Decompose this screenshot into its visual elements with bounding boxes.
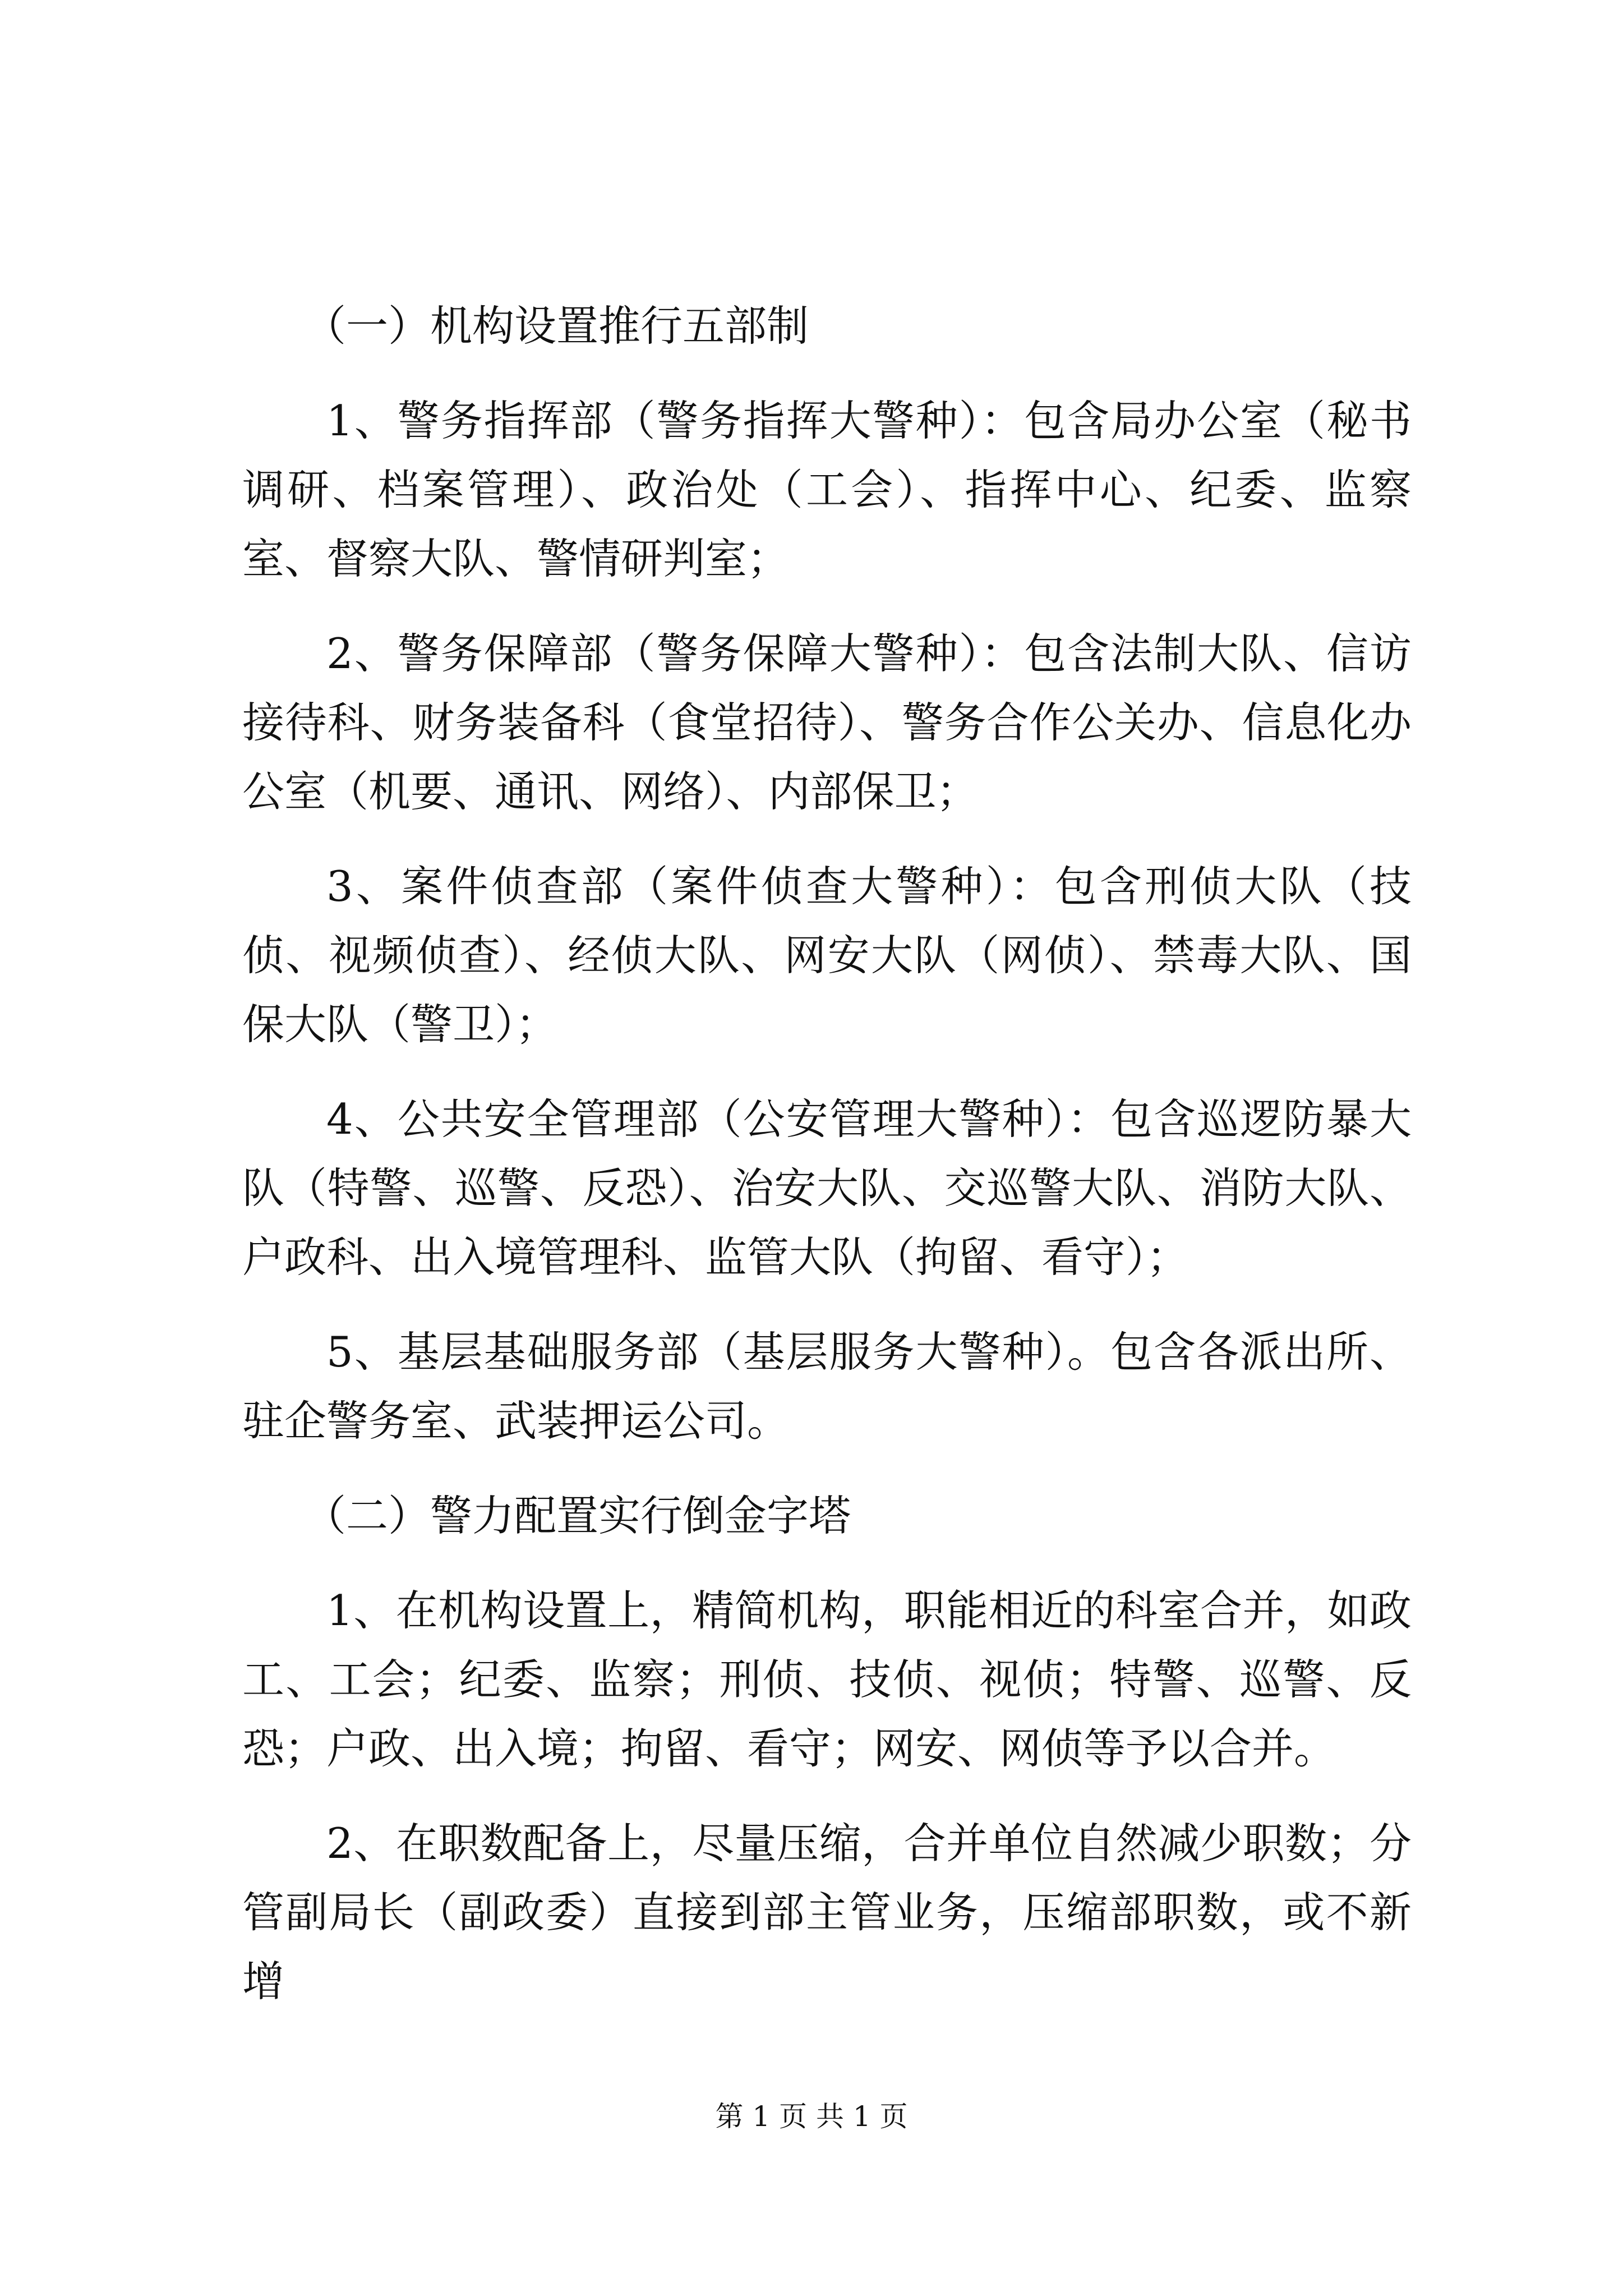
section-heading-1: （一）机构设置推行五部制 (304, 301, 809, 351)
document-body (242, 292, 1412, 2042)
paragraph-item-7: 2、在职数配备上，尽量压缩，合并单位自然减少职数；分管副局长（副政委）直接到部主管业务，压缩部职数，或不新增 (242, 1819, 1412, 2006)
paragraph-item-1: 1、警务指挥部（警务指挥大警种）：包含局办公室（秘书调研、档案管理）、政治处（工会）、指挥中心、纪委、监察室、督察大队、警情研判室； (242, 396, 1412, 583)
paragraph-item-5: 5、基层基础服务部（基层服务大警种）。包含各派出所、驻企警务室、武装押运公司。 (242, 1327, 1412, 1446)
paragraph-item-3: 3、案件侦查部（案件侦查大警种）：包含刑侦大队（技侦、视频侦查）、经侦大队、网安大队（网侦）、禁毒大队、国保大队（警卫）； (242, 862, 1412, 1049)
paragraph-item-6: 1、在机构设置上，精简机构，职能相近的科室合并，如政工、工会；纪委、监察；刑侦、技侦、视侦；特警、巡警、反恐；户政、出入境；拘留、看守；网安、网侦等予以合并。 (242, 1586, 1412, 1773)
paragraph-item-2: 2、警务保障部（警务保障大警种）：包含法制大队、信访接待科、财务装备科（食堂招待）、警务合作公关办、信息化办公室（机要、通讯、网络）、内部保卫； (242, 629, 1412, 816)
section-heading-2: （二）警力配置实行倒金字塔 (304, 1491, 851, 1540)
page-number-footer: 第 1 页 共 1 页 (715, 2100, 908, 2133)
paragraph-item-4: 4、公共安全管理部（公安管理大警种）：包含巡逻防暴大队（特警、巡警、反恐）、治安大队、交巡警大队、消防大队、户政科、出入境管理科、监管大队（拘留、看守）； (242, 1094, 1412, 1282)
